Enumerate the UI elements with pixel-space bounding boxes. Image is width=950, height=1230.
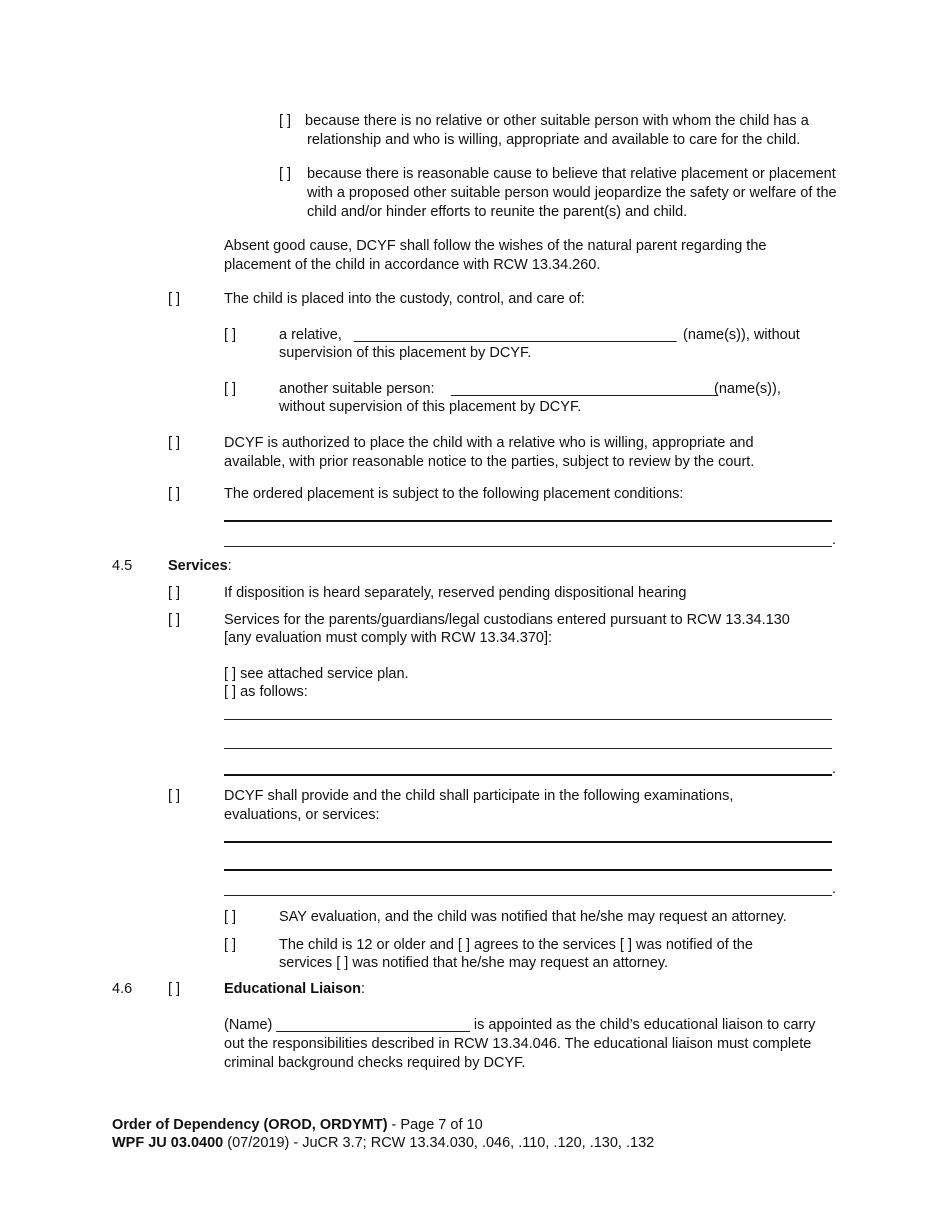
checkbox[interactable]: [ ] [224, 909, 237, 925]
relative-label: a relative, [279, 327, 342, 343]
checkbox[interactable]: [ ] [279, 166, 292, 182]
services-evaluation-text: [any evaluation must comply with RCW 13.34.370]: [224, 630, 553, 646]
line-period: . [832, 881, 837, 897]
section-number: 4.6 [112, 981, 133, 997]
placement-conditions-text: The ordered placement is subject to the following placement conditions: [224, 486, 684, 502]
disposition-text: If disposition is heard separately, reserved pending dispositional hearing [224, 585, 687, 601]
services-line[interactable] [224, 748, 832, 749]
line-period: . [832, 761, 837, 777]
placement-reason-no-relative: because there is no relative or other suitable person with whom the child has a relationship and who is willing, appropriate and available to care for the child. [305, 113, 809, 148]
relative-name-blank[interactable]: ________________________________________ [354, 327, 677, 343]
heading-colon: : [360, 981, 365, 997]
relative-supervision-text: supervision of this placement by DCYF. [279, 345, 532, 361]
footer-form-name: Order of Dependency (OROD, ORDYMT) [112, 1117, 388, 1133]
suitable-person-blank[interactable]: _________________________________ [451, 381, 718, 397]
checkbox[interactable]: [ ] [168, 291, 181, 307]
see-attached-option[interactable]: [ ] see attached service plan. [224, 666, 409, 682]
examinations-line[interactable] [224, 895, 832, 896]
checkbox[interactable]: [ ] [279, 113, 292, 129]
section-number: 4.5 [112, 558, 133, 574]
suitable-supervision-text: without supervision of this placement by DCYF. [279, 399, 582, 415]
educational-liaison-heading: Educational Liaison [224, 981, 361, 997]
heading-colon: : [227, 558, 232, 574]
suitable-names-suffix: (name(s)), [714, 381, 781, 397]
checkbox[interactable]: [ ] [224, 327, 237, 343]
services-parents-text: Services for the parents/guardians/legal custodians entered pursuant to RCW 13.34.130 [224, 612, 790, 628]
child-12-text: The child is 12 or older and [ ] agrees to the services [ ] was notified of the [279, 937, 753, 953]
examinations-line[interactable] [224, 869, 832, 871]
placement-condition-line[interactable] [224, 520, 832, 522]
checkbox[interactable]: [ ] [168, 585, 181, 601]
say-evaluation-text: SAY evaluation, and the child was notified that he/she may request an attorney. [279, 909, 787, 925]
services-heading: Services [168, 558, 228, 574]
footer-form-details: (07/2019) - JuCR 3.7; RCW 13.34.030, .046, .110, .120, .130, .132 [223, 1135, 655, 1151]
educational-liaison-text: (Name) ________________________ is appointed as the child’s educational liaison to carry out the responsibilities described in RCW 13.34.046. The educational liaison must complete criminal background checks required by DCYF. [224, 1017, 816, 1071]
services-line[interactable] [224, 719, 832, 720]
child-12-text-cont: services [ ] was notified that he/she may request an attorney. [279, 955, 669, 971]
section-title [224, 980, 365, 999]
services-line[interactable] [224, 774, 832, 776]
checkbox[interactable]: [ ] [168, 612, 181, 628]
placement-reason-jeopardize: because there is reasonable cause to believe that relative placement or placement with a proposed other suitable person would jeopardize the safety or welfare of the child and/or hinder efforts to reunite the parent(s) and child. [307, 166, 837, 220]
placement-condition-line[interactable] [224, 546, 832, 547]
absent-good-cause-paragraph: Absent good cause, DCYF shall follow the wishes of the natural parent regarding the placement of the child in accordance with RCW 13.34.260. [224, 238, 767, 273]
checkbox[interactable]: [ ] [224, 937, 237, 953]
checkbox[interactable]: [ ] [168, 435, 181, 451]
checkbox[interactable]: [ ] [168, 981, 181, 997]
footer-page-number: - Page 7 of 10 [387, 1117, 483, 1133]
checkbox[interactable]: [ ] [224, 381, 237, 397]
custody-text: The child is placed into the custody, control, and care of: [224, 291, 585, 307]
dcyf-provide-text: DCYF shall provide and the child shall participate in the following examinations, evaluations, or services: [224, 788, 734, 823]
examinations-line[interactable] [224, 841, 832, 843]
line-period: . [832, 532, 837, 548]
footer-line-2 [112, 1134, 654, 1153]
dcyf-authorized-text: DCYF is authorized to place the child with a relative who is willing, appropriate and available, with prior reasonable notice to the parties, subject to review by the court. [224, 435, 755, 470]
section-title [168, 557, 232, 576]
suitable-person-label: another suitable person: [279, 381, 435, 397]
as-follows-option[interactable]: [ ] as follows: [224, 684, 308, 700]
relative-names-suffix: (name(s)), without [683, 327, 800, 343]
checkbox[interactable]: [ ] [168, 788, 181, 804]
footer-line-1 [112, 1116, 483, 1135]
footer-form-number: WPF JU 03.0400 [112, 1135, 224, 1151]
checkbox[interactable]: [ ] [168, 486, 181, 502]
